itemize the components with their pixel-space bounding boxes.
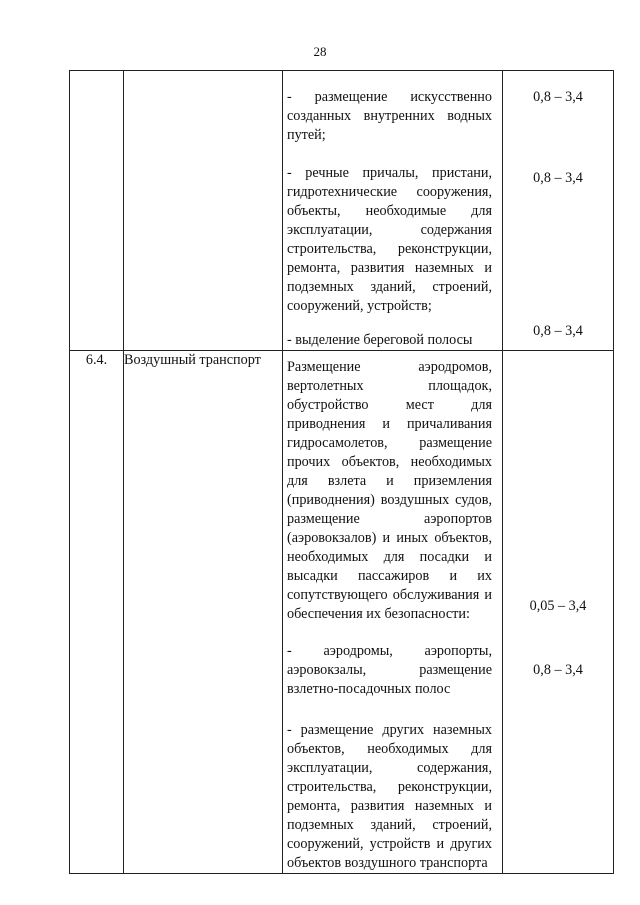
table-row bbox=[70, 351, 614, 874]
description-item: - размещение других наземных объектов, необходимых для эксплуатации, содержания, строительства, реконструкции, ремонта, развития наземных и подземных зданий, строений, сооружений, устройств и других объектов воздушного транспорта bbox=[287, 722, 492, 871]
coefficient-value: 0,8 – 3,4 bbox=[533, 170, 583, 186]
land-use-table bbox=[69, 70, 614, 874]
description-cell bbox=[283, 351, 503, 874]
page-number: 28 bbox=[313, 44, 327, 59]
row-number: 6.4. bbox=[70, 351, 124, 874]
description-item: Размещение аэродромов, вертолетных площадок, обустройство мест для приводнения и причаливания гидросамолетов, размещение прочих объектов, необходимых для взлета и приземления (приводнения) воздушных судов, размещение аэропортов (аэровокзалов) и иных объектов, необходимых для посадки и высадки пассажиров и их сопутствующего обслуживания и обеспечения их безопасности: bbox=[287, 359, 492, 622]
row-name: Воздушный транспорт bbox=[124, 351, 283, 874]
coefficient-value: 0,05 – 3,4 bbox=[529, 598, 587, 614]
coefficient-cell bbox=[503, 351, 614, 874]
coefficient-value: 0,8 – 3,4 bbox=[533, 89, 583, 105]
row-number bbox=[70, 71, 124, 351]
coefficient-value: 0,8 – 3,4 bbox=[533, 662, 583, 678]
row-name bbox=[124, 71, 283, 351]
description-cell bbox=[283, 71, 503, 351]
coefficient-value: 0,8 – 3,4 bbox=[533, 323, 583, 339]
description-item: - выделение береговой полосы bbox=[287, 332, 473, 348]
table-row bbox=[70, 71, 614, 351]
description-item: - размещение искусственно созданных внутренних водных путей; bbox=[287, 89, 492, 143]
description-item: - аэродромы, аэропорты, аэровокзалы, размещение взлетно-посадочных полос bbox=[287, 643, 492, 697]
description-item: - речные причалы, пристани, гидротехнические сооружения, объекты, необходимые для эксплуатации, содержания строительства, реконструкции, ремонта, развития наземных и подземных зданий, строений, сооружений, устройств; bbox=[287, 165, 492, 314]
coefficient-cell bbox=[503, 71, 614, 351]
